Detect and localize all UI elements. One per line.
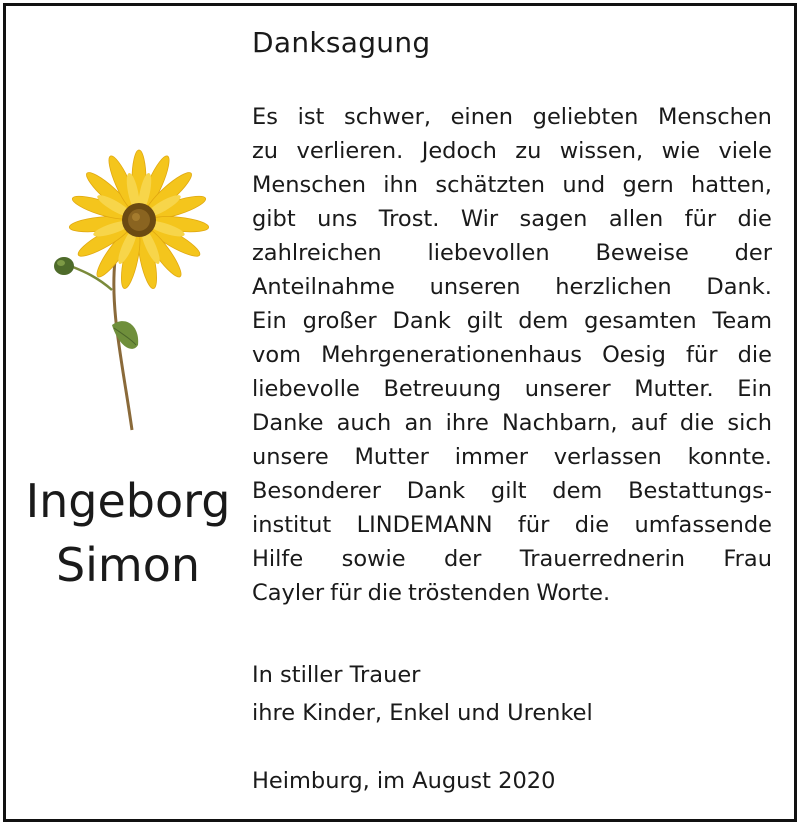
body-line: Anteilnahme unseren herzlichen Dank. [252,274,772,300]
body-line: Cayler für die tröstenden Worte. [252,580,611,606]
body-line: liebevolle Betreuung unserer Mutter. Ein [252,376,772,402]
place-date: Heimburg, im August 2020 [252,768,556,794]
body-line: Ein großer Dank gilt dem gesamten Team [252,308,772,334]
body-line: zahlreichen liebevollen Beweise der [252,240,772,266]
body-line: Besonderer Dank gilt dem Bestattungs- [252,478,772,504]
body-line: gibt uns Trost. Wir sagen allen für die [252,206,772,232]
body-line: Es ist schwer, einen geliebten Menschen [252,104,772,130]
body-line: institut LINDEMANN für die umfassende [252,512,772,538]
body-text [252,100,772,610]
body-line: Menschen ihn schätzten und gern hatten, [252,172,772,198]
body-line: Hilfe sowie der Trauerrednerin Frau [252,546,772,572]
body-line: unsere Mutter immer verlassen konnte. [252,444,772,470]
sunflower-icon [40,140,220,440]
body-line: zu verlieren. Jedoch zu wissen, wie viele [252,138,772,164]
closing-line-1: In stiller Trauer [252,662,421,688]
deceased-last-name: Simon [55,538,201,592]
body-line: Danke auch an ihre Nachbarn, auf die sich [252,410,772,436]
body-line: vom Mehrgenerationenhaus Oesig für die [252,342,772,368]
heading: Danksagung [252,26,431,59]
deceased-first-name: Ingeborg [25,474,231,528]
closing-line-2: ihre Kinder, Enkel und Urenkel [252,700,593,726]
